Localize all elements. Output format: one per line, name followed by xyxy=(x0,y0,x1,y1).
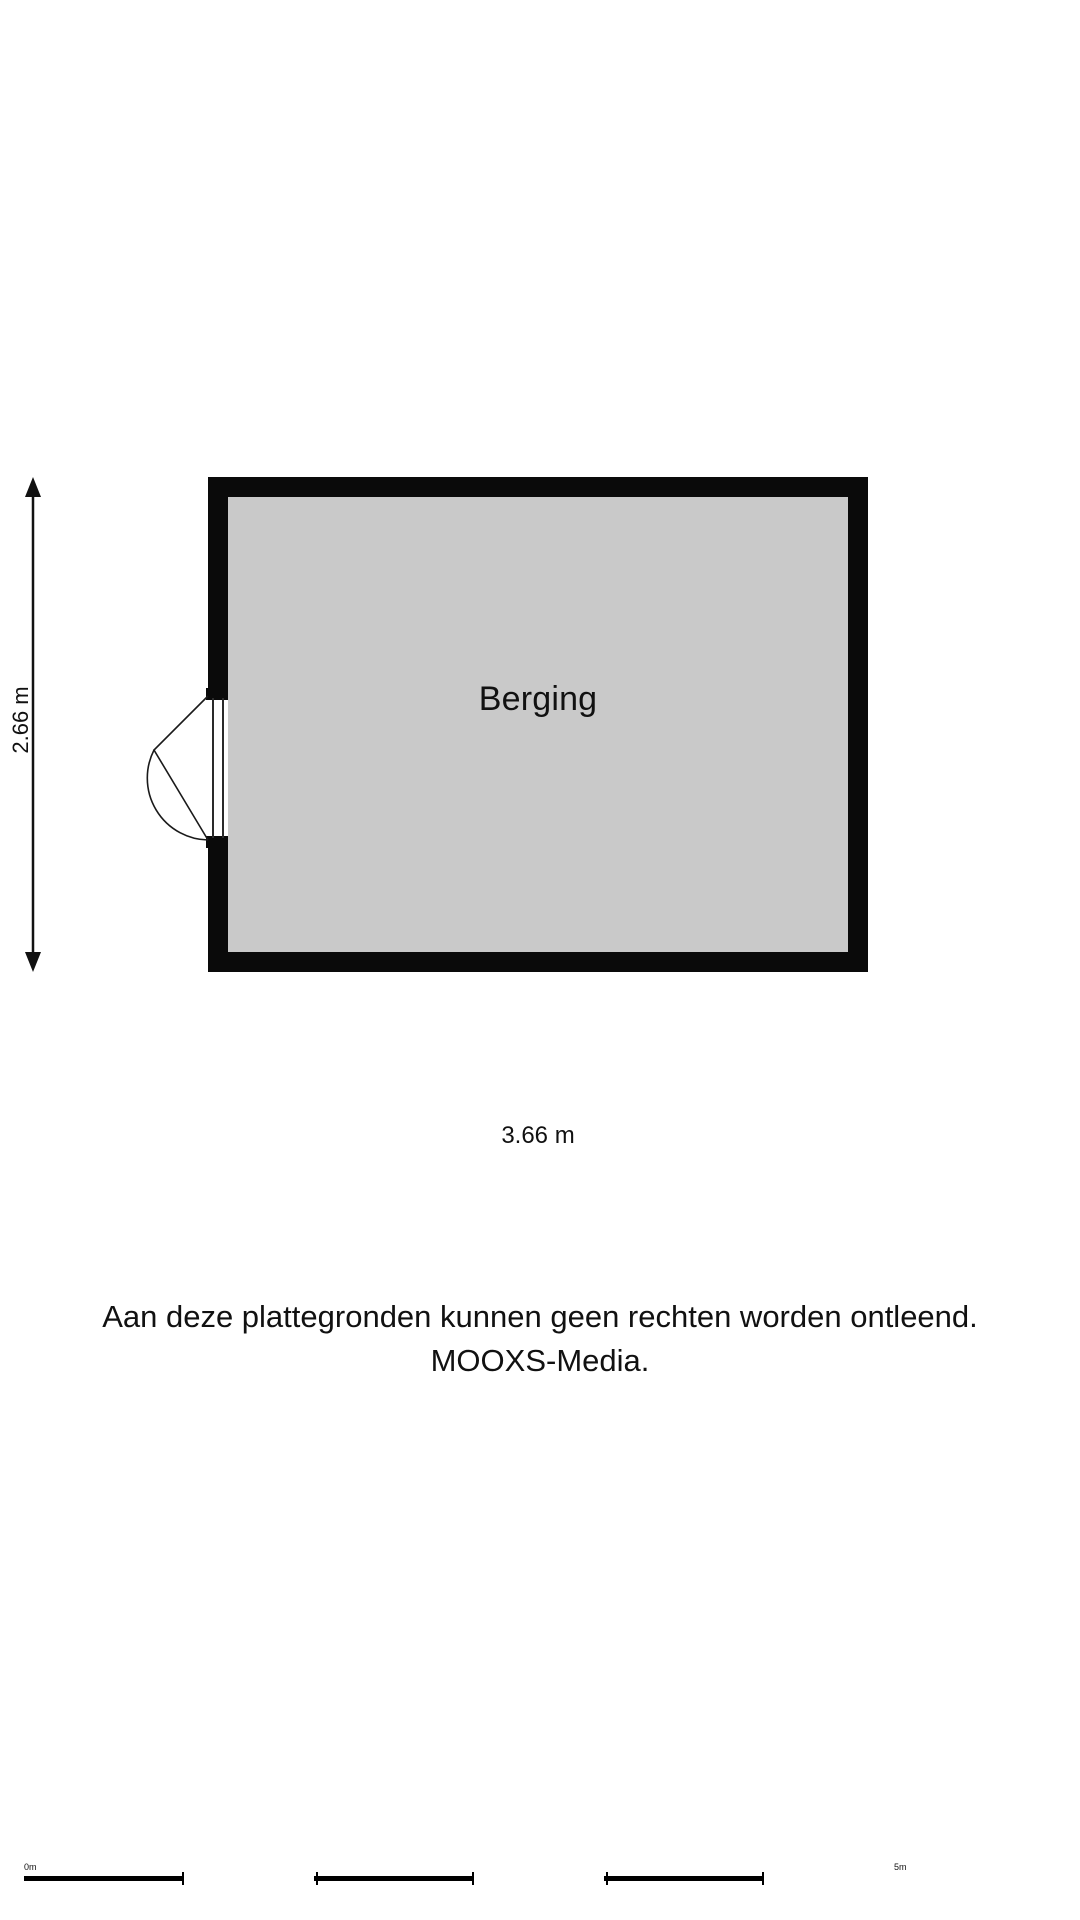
dimension-vertical xyxy=(0,477,70,972)
scale-bar-tick xyxy=(316,1872,318,1885)
scale-bar-segment xyxy=(764,1876,908,1881)
disclaimer-line-1: Aan deze plattegronden kunnen geen rechten worden ontleend. xyxy=(102,1299,978,1334)
scale-bar-segment xyxy=(184,1876,314,1881)
room-floor-area xyxy=(228,497,848,952)
scale-bar-segment xyxy=(474,1876,604,1881)
scale-bar-tick xyxy=(472,1872,474,1885)
dimension-vertical-label: 2.66 m xyxy=(8,686,33,754)
scale-bar-tick xyxy=(762,1872,764,1885)
scale-bar xyxy=(24,1862,1056,1892)
disclaimer-text xyxy=(0,1295,1080,1383)
scale-bar-start-label: 0m xyxy=(24,1862,37,1872)
door-swing-arc-icon xyxy=(140,688,240,848)
disclaimer-line-2: MOOXS-Media. xyxy=(430,1343,650,1378)
scale-bar-end-label: 5m xyxy=(894,1862,907,1872)
room-label-berging: Berging xyxy=(478,680,598,718)
scale-bar-tick xyxy=(606,1872,608,1885)
dimension-horizontal-text: 3.66 m xyxy=(487,1122,588,1149)
scale-bar-tick xyxy=(182,1872,184,1885)
dimension-horizontal xyxy=(208,1120,868,1160)
dimension-horizontal-label xyxy=(208,1122,868,1150)
door-left-wall xyxy=(140,688,240,848)
